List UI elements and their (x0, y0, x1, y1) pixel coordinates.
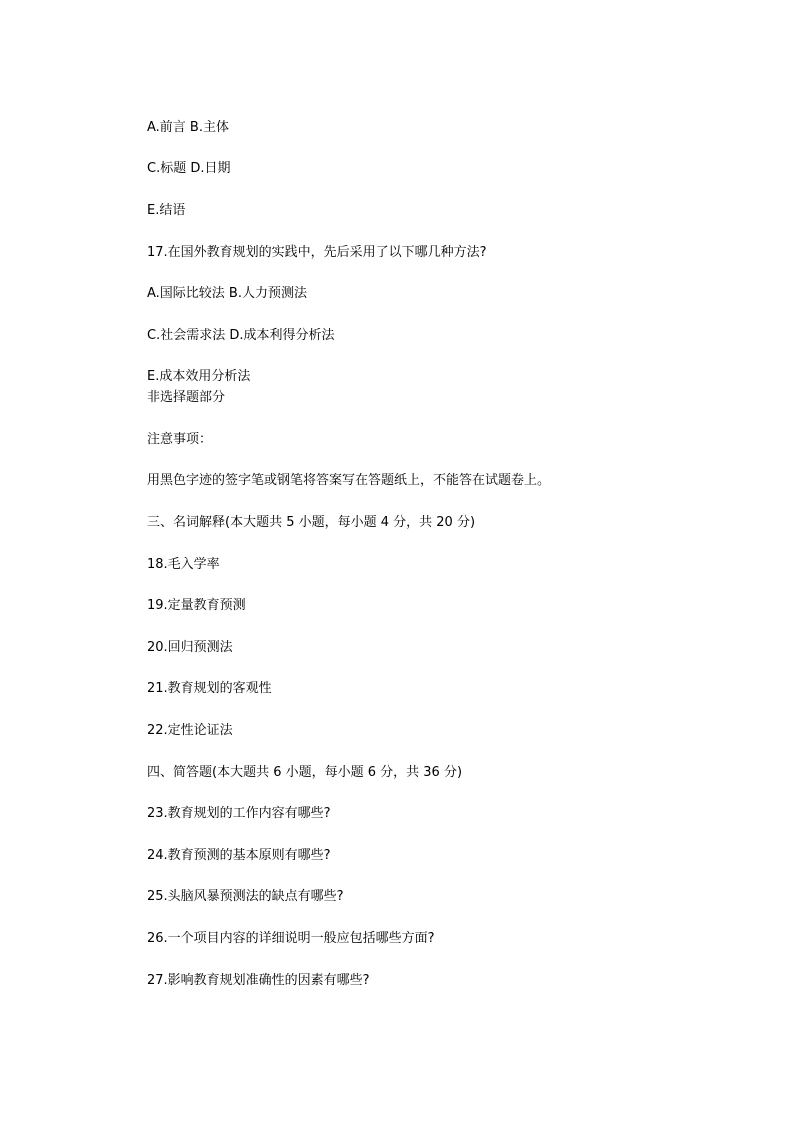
question-23: 23.教育规划的工作内容有哪些? (147, 806, 331, 821)
section-heading-terms: 三、名词解释(本大题共 5 小题，每小题 4 分，共 20 分) (147, 515, 476, 530)
question-17: 17.在国外教育规划的实践中，先后采用了以下哪几种方法? (147, 245, 487, 260)
question-19: 19.定量教育预测 (147, 598, 246, 613)
section-heading-short-answer: 四、简答题(本大题共 6 小题，每小题 6 分，共 36 分) (147, 765, 463, 780)
question-24: 24.教育预测的基本原则有哪些? (147, 848, 331, 863)
question-27: 27.影响教育规划准确性的因素有哪些? (147, 973, 370, 988)
option-line-c-d: C.标题 D.日期 (147, 161, 231, 176)
question-26: 26.一个项目内容的详细说明一般应包括哪些方面? (147, 931, 435, 946)
question-25: 25.头脑风暴预测法的缺点有哪些? (147, 889, 344, 904)
notice-text: 用黑色字迹的签字笔或钢笔将答案写在答题纸上，不能答在试题卷上。 (147, 473, 551, 488)
option-line-a-b: A.前言 B.主体 (147, 120, 229, 135)
question-21: 21.教育规划的客观性 (147, 681, 272, 696)
option-line-e: E.结语 (147, 203, 186, 218)
question-18: 18.毛入学率 (147, 557, 220, 572)
question-22: 22.定性论证法 (147, 723, 233, 738)
notice-heading: 注意事项： (147, 432, 213, 447)
option-line-a-b: A.国际比较法 B.人力预测法 (147, 286, 307, 301)
option-line-e: E.成本效用分析法 (147, 369, 251, 384)
section-heading-non-choice: 非选择题部分 (147, 390, 226, 405)
question-20: 20.回归预测法 (147, 640, 233, 655)
option-line-c-d: C.社会需求法 D.成本利得分析法 (147, 328, 335, 343)
